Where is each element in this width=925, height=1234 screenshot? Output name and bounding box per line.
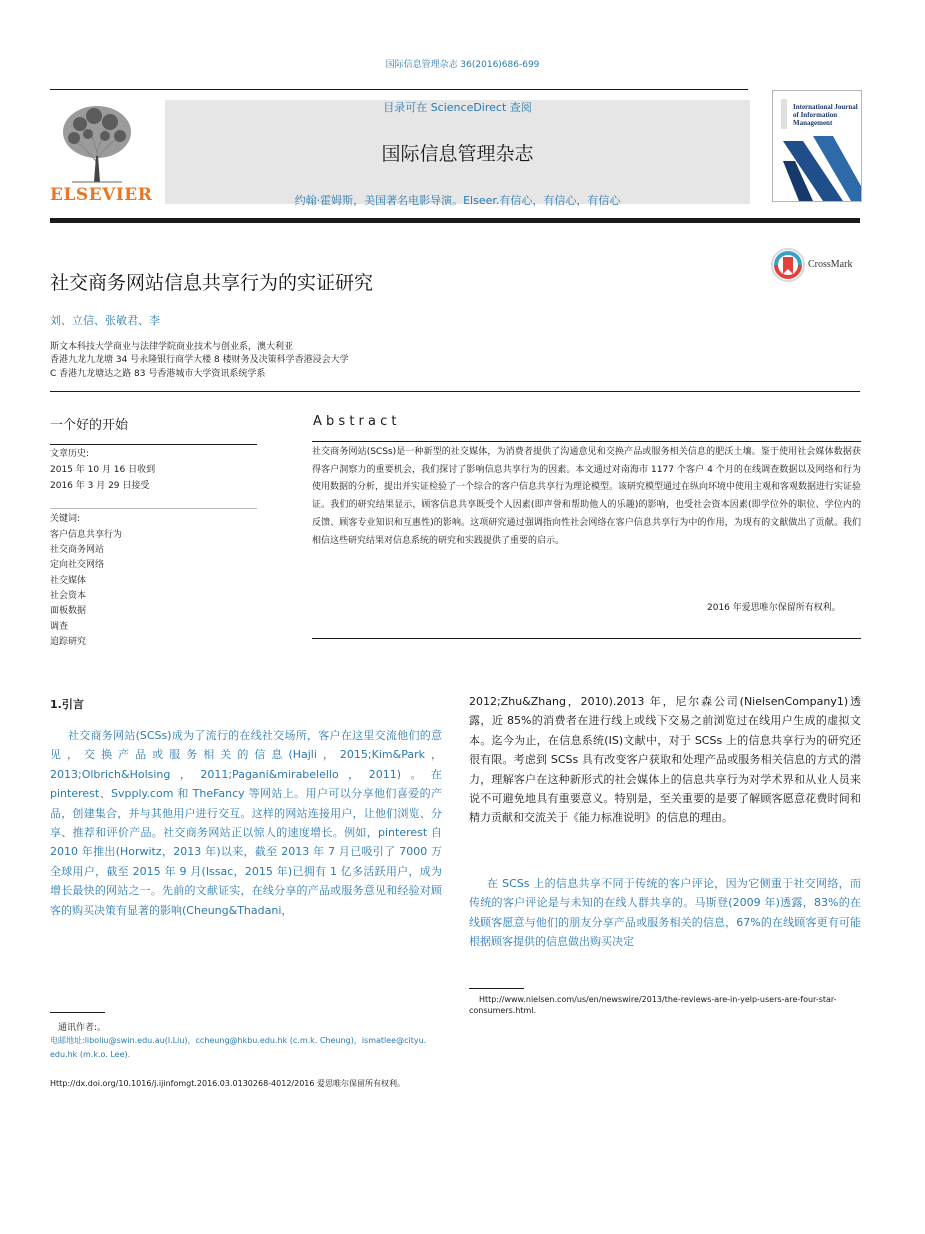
article-title: 社交商务网站信息共享行为的实证研究 xyxy=(50,272,374,294)
keywords-rule xyxy=(50,508,257,509)
affiliation-c: C 香港九龙塘达之路 83 号香港城市大学资讯系统学系 xyxy=(50,369,266,379)
body-paragraph: 2012;Zhu&Zhang，2010).2013 年，尼尔森公司(NielsenCompany1)透露，近 85%的消费者在进行线上或线下交易之前浏览过在线用户生成的虚拟文本。迄今为止，在信息系统(IS)文献中，对于 SCSs 上的信息共享行为的研究还很有限。考虑到 SCSs 具有改变客户获取和处理产品或服务相关信息的方式的潜力，理解客户在这种新形式的社会媒体上的信息共享行为对学术界和从业人员来说不可避免地具有重要意义。特别是，至关重要的是要了解顾客愿意花费时间和精力贡献和交流关于《能力标准说明》的信息的理由。 xyxy=(469,695,861,825)
sciencedirect-link[interactable]: 目录可在 ScienceDirect 查阅 xyxy=(383,101,532,114)
abstract-top-rule xyxy=(312,441,861,442)
doi-line[interactable]: Http://dx.doi.org/10.1016/j.ijinfomgt.2016.03.0130268-4012/2016 爱思唯尔保留所有权利。 xyxy=(50,1079,406,1088)
crossmark-label[interactable]: CrossMark xyxy=(808,259,853,270)
abstract-body: 社交商务网站(SCSs)是一种新型的社交媒体，为消费者提供了沟通意见和交换产品或服务相关信息的肥沃土壤。鉴于使用社会媒体数据获得客户洞察力的重要机会，我们探讨了影响信息共享行为的因素。本文通过对南海市 1177 个客户 4 个月的在线调查数据以及网络和行为使用数据的分析，提出并实证检验了一个综合的客户信息共享行为理论模型。该研究模型通过在纵向环境中使用主观和客观数据进行实证验证。我们的研究结果显示，顾客信息共享既受个人因素(即声誉和帮助他人的乐趣)的影响，也受社会资本因素(即学位外的职位、学位内的反馈、顾客专业知识和互惠性)的影响。这项研究通过强调指向性社会网络在客户信息共享行为中的作用，为现有的文献做出了贡献。我们相信这些研究结果对信息系统的研究和实践提供了重要的启示。 xyxy=(312,447,862,546)
abstract-copyright: 2016 年爱思唯尔保留所有权利。 xyxy=(707,603,841,613)
received-date: 2015 年 10 月 16 日收到 xyxy=(50,465,156,475)
section-heading-introduction: 1.引言 xyxy=(50,698,84,711)
footnote-rule xyxy=(469,988,524,989)
journal-cover-thumbnail[interactable] xyxy=(772,90,862,202)
keyword: 社交商务网站 xyxy=(50,545,105,555)
keyword: 调查 xyxy=(50,622,69,632)
cover-title: International Journal of Information Management xyxy=(793,103,858,127)
affiliation-a: 斯文本科技大学商业与法律学院商业技术与创业系，澳大利亚 xyxy=(50,342,294,352)
title-block-rule xyxy=(50,391,860,392)
journal-homepage-link[interactable]: 约翰·霍姆斯，美国著名电影导演。Elseer.有信心，有信心，有信心 xyxy=(294,194,621,207)
elsevier-wordmark: ELSEVIER xyxy=(50,185,153,205)
history-label: 文章历史: xyxy=(50,449,90,459)
accepted-date: 2016 年 3 月 29 日接受 xyxy=(50,481,150,491)
email-addresses[interactable]: 电邮地址:liboliu@swin.edu.au(l.Liu)，ccheung@hkbu.edu.hk (c.m.k. Cheung)，ismatlee@cityu. edu.hk (m.k.o. Lee). xyxy=(50,1036,427,1059)
abstract-bottom-rule xyxy=(312,638,861,639)
keywords-label: 关键词: xyxy=(50,514,81,524)
affiliation-b: 香港九龙九龙塘 34 号永隆银行商学大楼 8 楼财务及决策科学香港浸会大学 xyxy=(50,355,349,365)
footnote-url[interactable]: Http://www.nielsen.com/us/en/newswire/2013/the-reviews-are-in-yelp-users-are-four-star-consumers.html. xyxy=(469,995,837,1015)
intro-paragraph[interactable]: 社交商务网站(SCSs)成为了流行的在线社交场所，客户在这里交流他们的意见，交换产品或服务相关的信息(Hajli，2015;Kim&Park，2013;Olbrich&Holsing，2011;Pagani&mirabelello，2011)。在 pinterest、Svpply.com 和 TheFancy 等网站上。用户可以分享他们喜爱的产品，创建集合，并与其他用户进行交互。这样的网站连接用户，让他们浏览、分享、推荐和评价产品。社交商务网站正以惊人的速度增长。例如，pinterest 自 2010 年推出(Horwitz，2013 年)以来，截至 2013 年 7 月已吸引了 7000 万全球用户，截至 2015 年 9 月(Issac，2015 年)已拥有 1 亿多活跃用户，成为增长最快的网站之一。先前的文献证实，在线分享的产品或服务意见和经验对顾客的购买决策有显著的影响(Cheung&Thadani， xyxy=(50,729,442,917)
header-top-rule xyxy=(50,89,748,90)
keyword: 社交媒体 xyxy=(50,576,87,586)
journal-citation[interactable]: 国际信息管理杂志 36(2016)686-699 xyxy=(385,60,540,70)
keyword: 客户信息共享行为 xyxy=(50,530,123,540)
header-thick-rule xyxy=(50,218,860,223)
corresponding-author-label: 通讯作者:。 xyxy=(58,1023,107,1033)
article-info-rule xyxy=(50,444,257,445)
keyword: 社会资本 xyxy=(50,591,87,601)
journal-name: 国际信息管理杂志 xyxy=(381,143,534,165)
keyword: 面板数据 xyxy=(50,606,87,616)
body-paragraph-cited[interactable]: 在 SCSs 上的信息共享不同于传统的客户评论，因为它侧重于社交网络，而传统的客户评论是与未知的在线人群共享的。马斯登(2009 年)透露，83%的在线顾客愿意与他们的朋友分享产品或服务相关的信息，67%的在线顾客更有可能根据顾客提供的信息做出购买决定 xyxy=(469,877,861,949)
corresponding-rule xyxy=(50,1012,105,1013)
article-info-heading: 一个好的开始 xyxy=(50,418,129,433)
keyword: 追踪研究 xyxy=(50,637,87,647)
author-list[interactable]: 刘、立信、张敏君、李 xyxy=(50,314,160,327)
keyword: 定向社交网络 xyxy=(50,560,105,570)
abstract-heading: A b s t r a c t xyxy=(313,414,397,429)
